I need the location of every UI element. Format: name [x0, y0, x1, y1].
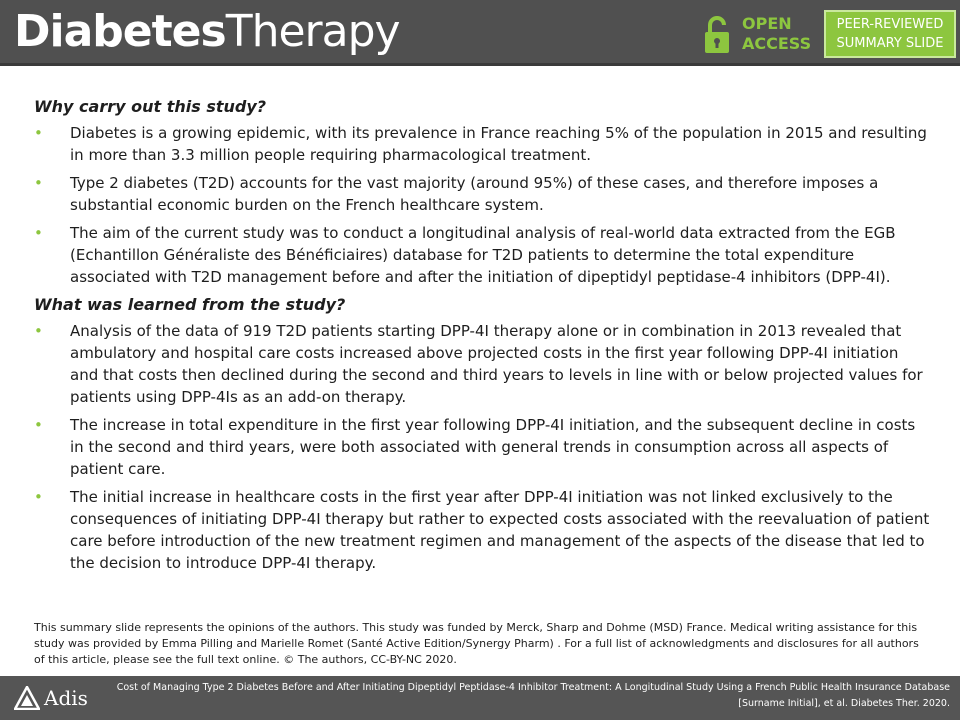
summary-content — [34, 96, 930, 580]
bullet-list-learned — [34, 320, 930, 574]
bullet-text: Diabetes is a growing epidemic, with its prevalence in France reaching 5% of the population in 2015 and resulting in more than 3.3 million people requiring pharmacological treatment. — [70, 124, 927, 164]
section-heading-learned: What was learned from the study? — [34, 295, 346, 314]
open-access-badge — [704, 14, 814, 56]
disclaimer-text: This summary slide represents the opinions of the authors. This study was funded by Merck, Sharp and Dohme (MSD) France. Medical writing assistance for this study was provided by Emma Pilling and Marielle Romet (Santé Active Edition/Synergy Pharm) . For a full list of acknowledgments and disclosures for all authors of this article, please see the full text online. © The authors, CC-BY-NC 2020. — [34, 621, 919, 666]
bullet-list-why — [34, 122, 930, 288]
publisher-name: Adis — [44, 686, 88, 710]
list-item — [34, 320, 930, 408]
list-item — [34, 172, 930, 216]
list-item — [34, 122, 930, 166]
open-access-line1: OPEN — [742, 14, 792, 33]
bullet-icon: • — [34, 416, 43, 434]
adis-triangle-icon — [14, 686, 40, 710]
open-access-label — [742, 14, 811, 54]
bullet-text: Type 2 diabetes (T2D) accounts for the vast majority (around 95%) of these cases, and therefore imposes a substantial economic burden on the French healthcare system. — [70, 174, 879, 214]
open-access-line2: ACCESS — [742, 34, 812, 53]
peer-badge-line1: PEER-REVIEWED — [836, 17, 944, 32]
bullet-icon: • — [34, 322, 43, 340]
bullet-text: The aim of the current study was to conduct a longitudinal analysis of real-world data extracted from the EGB (Echantillon Généraliste des Bénéficiaires) database for T2D patients to determine the total expenditure associated with T2D management before and after the initiation of dipeptidyl peptidase-4 inhibitors (DPP-4I). — [70, 224, 896, 286]
bullet-icon: • — [34, 488, 43, 506]
peer-reviewed-badge — [824, 10, 956, 58]
bullet-text: The initial increase in healthcare costs in the first year after DPP-4I initiation was not linked exclusively to the consequences of initiating DPP-4I therapy but rather to expected costs associated with the reevaluation of patient care before introduction of the new treatment regimen and management of the aspects of the disease that led to the decision to introduce DPP-4I therapy. — [70, 488, 930, 572]
bullet-icon: • — [34, 224, 43, 242]
peer-badge-line2: SUMMARY SLIDE — [836, 36, 944, 51]
open-lock-icon — [704, 16, 730, 54]
journal-title-bold: Diabetes — [14, 6, 226, 57]
citation-reference: [Surname Initial], et al. Diabetes Ther. 2020. — [738, 698, 950, 709]
bullet-text: Analysis of the data of 919 T2D patients starting DPP-4I therapy alone or in combination in 2013 revealed that ambulatory and hospital care costs increased above projected costs in the first year following DPP-4I initiation and that costs then declined during the second and third years to levels in line with or below projected values for patients using DPP-4Is as an add-on therapy. — [70, 322, 923, 406]
list-item — [34, 486, 930, 574]
citation-title: Cost of Managing Type 2 Diabetes Before and After Initiating Dipeptidyl Peptidase-4 Inhibitor Treatment: A Longitudinal Study Using a French Public Health Insurance Database — [116, 682, 950, 693]
list-item — [34, 222, 930, 288]
header-bar — [0, 0, 960, 66]
list-item — [34, 414, 930, 480]
citation — [90, 680, 950, 712]
bullet-text: The increase in total expenditure in the first year following DPP-4I initiation, and the subsequent decline in costs in the second and third years, were both associated with general trends in consumption across all aspects of patient care. — [70, 416, 916, 478]
section-heading-why: Why carry out this study? — [34, 97, 267, 116]
journal-title — [14, 4, 400, 60]
footer-bar — [0, 676, 960, 720]
bullet-icon: • — [34, 174, 43, 192]
bullet-icon: • — [34, 124, 43, 142]
journal-title-light: Therapy — [225, 6, 400, 57]
